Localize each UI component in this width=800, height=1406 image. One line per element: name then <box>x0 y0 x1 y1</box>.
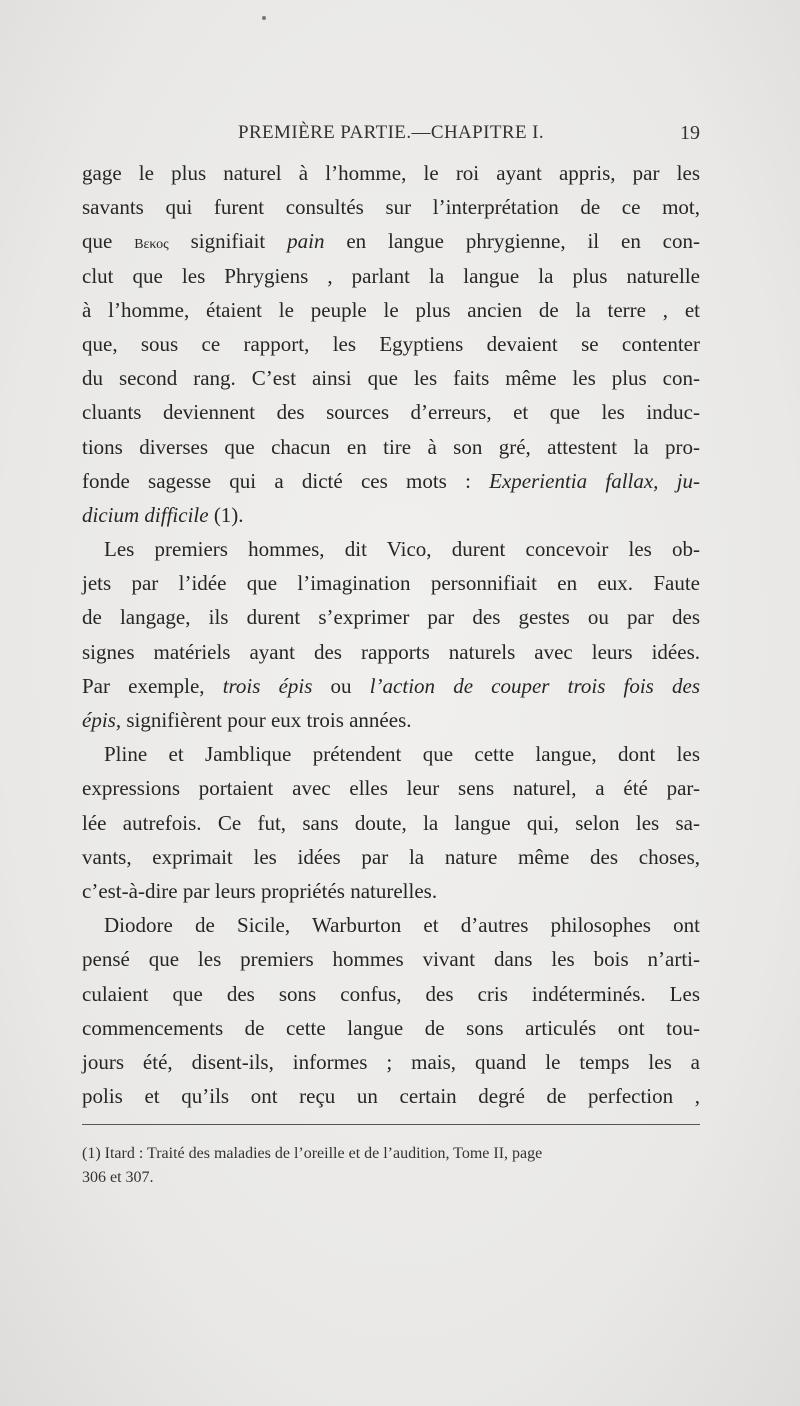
footnote-ref: (1). <box>208 502 244 527</box>
footnote-rule <box>82 1124 700 1125</box>
running-title: PREMIÈRE PARTIE.—CHAPITRE I. <box>238 122 544 143</box>
latin-quote: Experientia fallax, ju- <box>489 468 700 493</box>
text-line: épis, signifièrent pour eux trois années. <box>82 708 412 732</box>
text-line: Pline et Jamblique prétendent que cette langue, dont les <box>104 742 700 767</box>
page-header <box>82 122 700 150</box>
text-line: jets par l’idée que l’imagination personnifiait en eux. Faute <box>82 571 700 596</box>
text-line: Les premiers hommes, dit Vico, durent concevoir les ob- <box>104 537 700 562</box>
text-line: expressions portaient avec elles leur sens naturel, a été par- <box>82 776 700 801</box>
text-line: vants, exprimait les idées par la nature même des choses, <box>82 844 700 869</box>
text-line: Par exemple, trois épis ou l’action de couper trois fois des <box>82 673 701 698</box>
text-line: clut que les Phrygiens , parlant la langue la plus naturelle <box>82 263 700 288</box>
text-line: du second rang. C’est ainsi que les faits même les plus con- <box>82 366 700 391</box>
text-line: jours été, disent-ils, informes ; mais, quand le temps les a <box>82 1049 700 1074</box>
text-line: Diodore de Sicile, Warburton et d’autres philosophes ont <box>104 913 700 938</box>
text-line: à l’homme, étaient le peuple le plus ancien de la terre , et <box>82 297 700 322</box>
greek-word: Βεκος <box>134 237 169 253</box>
text-line: commencements de cette langue de sons articulés ont tou- <box>82 1015 700 1040</box>
text-line: polis et qu’ils ont reçu un certain degré de perfection , <box>82 1084 700 1109</box>
text-line: gage le plus naturel à l’homme, le roi ayant appris, par les <box>82 161 700 185</box>
text-line: de langage, ils durent s’exprimer par des gestes ou par des <box>82 605 700 630</box>
page-number: 19 <box>680 122 700 144</box>
text-line: tions diverses que chacun en tire à son gré, attestent la pro- <box>82 434 700 459</box>
text-line: dicium difficile (1). <box>82 498 700 532</box>
print-speck <box>262 16 266 20</box>
text-line: cluants deviennent des sources d’erreurs, et que les induc- <box>82 400 700 425</box>
text-line: culaient que des sons confus, des cris indéterminés. Les <box>82 981 700 1006</box>
footnote-line: 306 et 307. <box>82 1169 154 1186</box>
text-line: lée autrefois. Ce fut, sans doute, la langue qui, selon les sa- <box>82 810 700 835</box>
text-line: pensé que les premiers hommes vivant dans les bois n’arti- <box>82 947 700 972</box>
text-line: c’est-à-dire par leurs propriétés naturelles. <box>82 878 438 903</box>
text-line: que Βεκος signifiait pain en langue phrygienne, il en con- <box>82 224 700 258</box>
text-line: signes matériels ayant des rapports naturels avec leurs idées. <box>82 639 700 664</box>
footnote-line: (1) Itard : Traité des maladies de l’oreille et de l’audition, Tome II, page <box>82 1145 543 1162</box>
footnote <box>82 1142 700 1190</box>
text-line: fonde sagesse qui a dicté ces mots : Experientia fallax, ju- <box>82 464 700 498</box>
text-line: savants qui furent consultés sur l’interprétation de ce mot, <box>82 195 700 220</box>
text-line: que, sous ce rapport, les Egyptiens devaient se contenter <box>82 331 700 356</box>
body-text <box>82 156 700 1113</box>
